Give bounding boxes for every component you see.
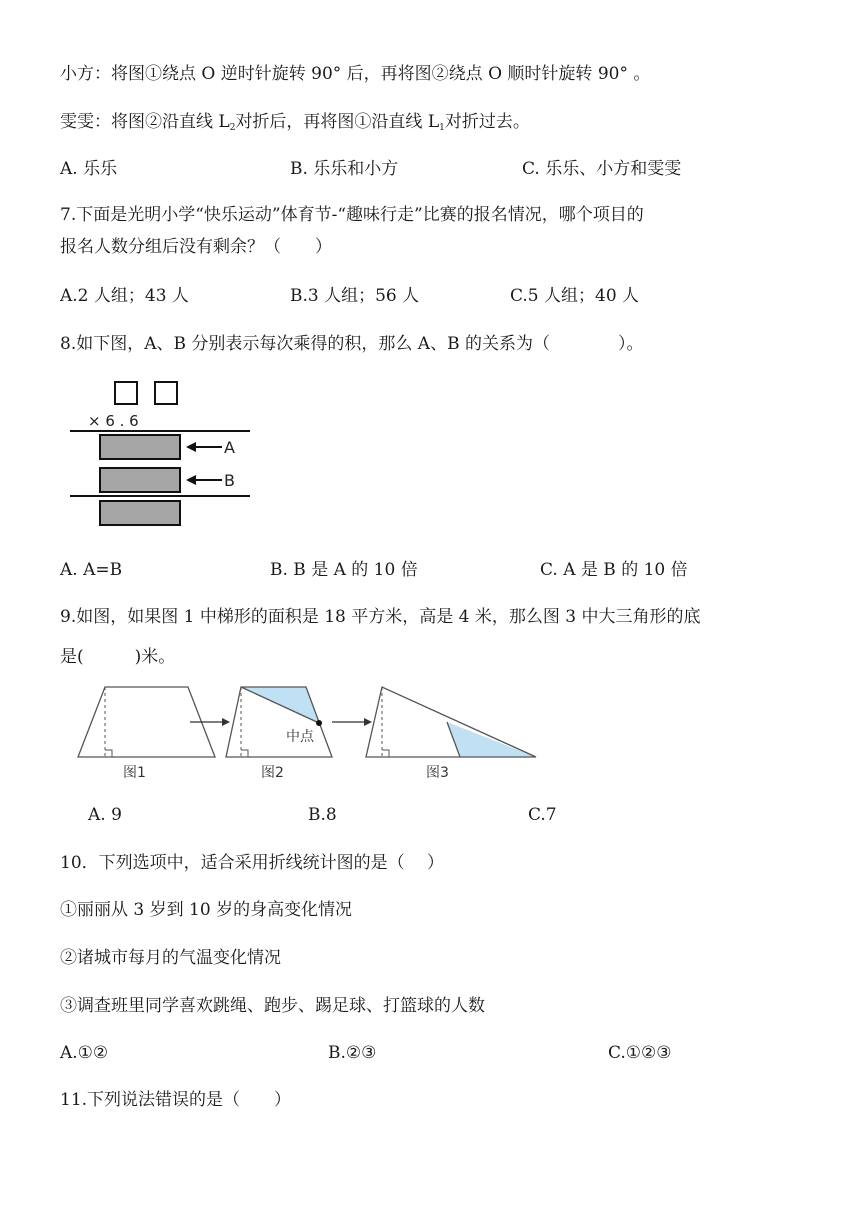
q6-subscript-1: 1 (439, 123, 445, 133)
q8-option-c: C. A 是 B 的 10 倍 (540, 560, 688, 580)
q8-arrowhead-b (186, 475, 196, 485)
q8-label-a: A (224, 438, 235, 457)
q10-item-3: ③调查班里同学喜欢跳绳、跑步、踢足球、打篮球的人数 (60, 996, 485, 1016)
q9-fig1-label: 图1 (123, 765, 146, 781)
q8-label-b: B (224, 471, 235, 490)
q8-arrowhead-a (186, 442, 196, 452)
q8-product-a-box (100, 435, 180, 459)
q8-digit-box-1 (115, 382, 137, 404)
q8-product-b-box (100, 468, 180, 492)
q6-option-c: C. 乐乐、小方和雯雯 (522, 159, 682, 179)
q10-item-2: ②诸城市每月的气温变化情况 (60, 948, 281, 968)
q8-option-b: B. B 是 A 的 10 倍 (270, 560, 418, 580)
q9-fig3-label: 图3 (426, 765, 449, 781)
q9-fig2-label: 图2 (261, 765, 284, 781)
q7-option-a: A.2 人组；43 人 (60, 286, 189, 306)
q8-multiplication-figure (60, 375, 260, 530)
q9-fig3-big-triangle (366, 687, 536, 757)
q9-arrowhead-2 (364, 718, 372, 726)
q9-option-a: A. 9 (88, 805, 122, 825)
q6-subscript-2: 2 (229, 123, 236, 133)
q6-option-b: B. 乐乐和小方 (290, 159, 399, 179)
q9-fig3-blue-triangle (447, 722, 536, 757)
q7-option-b: B.3 人组；56 人 (290, 286, 420, 306)
q9-stem-line2: 是( )米。 (60, 647, 176, 667)
q7-stem-line1: 7.下面是光明小学“快乐运动”体育节-“趣味行走”比赛的报名情况，哪个项目的 (60, 205, 644, 225)
q11-stem: 11.下列说法错误的是（ ） (60, 1090, 292, 1110)
q7-option-c: C.5 人组；40 人 (510, 286, 640, 306)
q9-fig3-right-angle (382, 750, 389, 757)
q9-fig2-midpoint-dot (316, 720, 322, 726)
q10-stem: 10．下列选项中，适合采用折线统计图的是（ ） (60, 853, 445, 873)
q10-item-1: ①丽丽从 3 岁到 10 岁的身高变化情况 (60, 900, 353, 920)
q9-option-b: B.8 (308, 805, 337, 825)
q6-option-a: A. 乐乐 (60, 159, 118, 179)
q9-trapezoid-figures (70, 680, 550, 785)
q9-fig2-right-angle (241, 750, 248, 757)
q8-digit-box-2 (155, 382, 177, 404)
q6-xiaofang-line: 小方：将图①绕点 O 逆时针旋转 90° 后，再将图②绕点 O 顺时针旋转 90° 。 (60, 64, 651, 84)
q6-wenwen-part-b: 对折后，再将图①沿直线 L (235, 112, 440, 132)
q10-option-a: A.①② (60, 1043, 109, 1063)
q10-option-c: C.①②③ (608, 1043, 672, 1063)
q9-fig2-midpoint-label: 中点 (286, 729, 314, 745)
q9-stem-line1: 9.如图，如果图 1 中梯形的面积是 18 平方米，高是 4 米，那么图 3 中大三角形的底 (60, 607, 701, 627)
q9-arrowhead-1 (222, 718, 230, 726)
q9-fig1-right-angle (105, 750, 112, 757)
q7-stem-line2: 报名人数分组后没有剩余？（ ） (60, 237, 332, 257)
q9-option-c: C.7 (528, 805, 557, 825)
q8-multiplier: × 6 . 6 (88, 412, 139, 430)
q6-wenwen-part-a: 雯雯：将图②沿直线 L (60, 112, 230, 132)
q8-option-a: A. A=B (60, 560, 123, 580)
q10-option-b: B.②③ (328, 1043, 377, 1063)
q8-result-box (100, 501, 180, 525)
q6-wenwen-line (60, 110, 530, 140)
q6-wenwen-part-c: 对折过去。 (444, 112, 530, 132)
q8-stem: 8.如下图，A、B 分别表示每次乘得的积，那么 A、B 的关系为（ ）。 (60, 334, 644, 354)
